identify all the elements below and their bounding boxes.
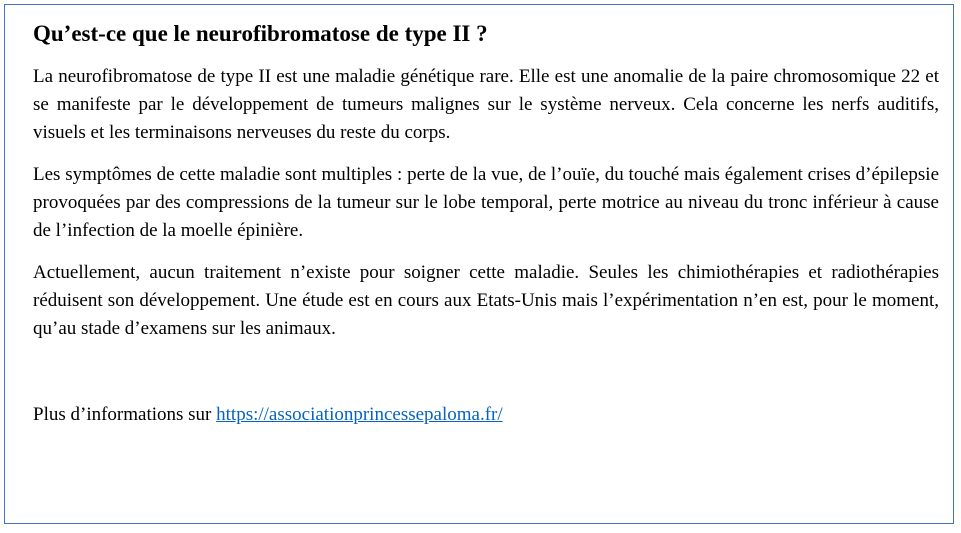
more-info-line xyxy=(33,401,939,429)
more-info-prefix: Plus d’informations sur xyxy=(33,404,217,425)
paragraph-symptoms: Les symptômes de cette maladie sont multiples : perte de la vue, de l’ouïe, du touché mais également crises d’épilepsie provoquées par des compressions de la tumeur sur le lobe temporal, perte motrice au niveau du tronc inférieur à cause de l’infection de la moelle épinière. xyxy=(33,164,939,241)
document-content xyxy=(33,20,939,443)
association-website-link[interactable]: https://associationprincessepaloma.fr/ xyxy=(216,404,503,425)
page-title: Qu’est-ce que le neurofibromatose de type II ? xyxy=(33,21,488,46)
paragraph-definition: La neurofibromatose de type II est une maladie génétique rare. Elle est une anomalie de la paire chromosomique 22 et se manifeste par le développement de tumeurs malignes sur le système nerveux. Cela concerne les nerfs auditifs, visuels et les terminaisons nerveuses du reste du corps. xyxy=(33,66,939,143)
paragraph-treatment: Actuellement, aucun traitement n’existe pour soigner cette maladie. Seules les chimiothérapies et radiothérapies réduisent son développement. Une étude est en cours aux Etats-Unis mais l’expérimentation n’en est, pour le moment, qu’au stade d’examens sur les animaux. xyxy=(33,262,939,339)
